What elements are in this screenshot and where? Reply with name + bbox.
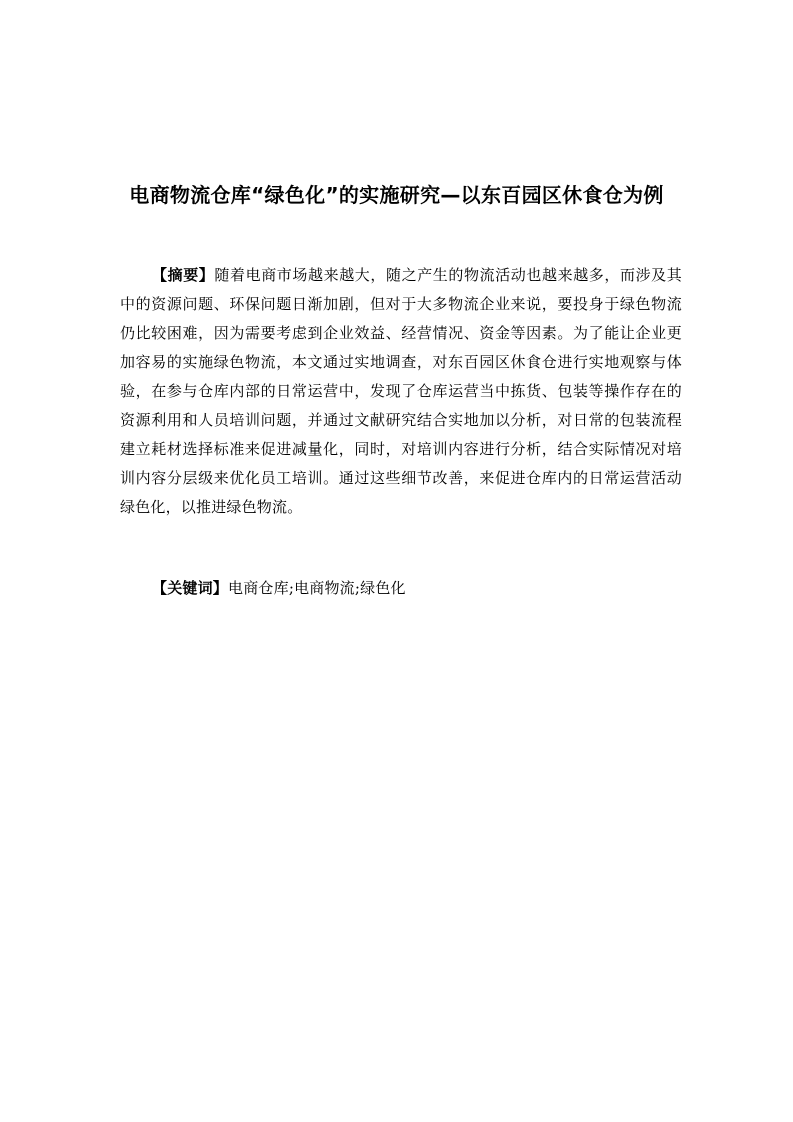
paper-title: 电商物流仓库“绿色化”的实施研究—以东百园区休食仓为例 bbox=[129, 183, 664, 207]
keywords-label: 【关键词】 bbox=[152, 579, 229, 597]
abstract-label: 【摘要】 bbox=[152, 266, 215, 284]
keywords-paragraph bbox=[152, 574, 682, 603]
keywords-text: 电商仓库;电商物流;绿色化 bbox=[228, 579, 406, 597]
abstract-text: 随着电商市场越来越大，随之产生的物流活动也越来越多，而涉及其中的资源问题、环保问题日渐加剧，但对于大多物流企业来说，要投身于绿色物流仍比较困难，因为需要考虑到企业效益、经营情况、资金等因素。为了能让企业更加容易的实施绿色物流，本文通过实地调查，对东百园区休食仓进行实地观察与体验，在参与仓库内部的日常运营中，发现了仓库运营当中拣货、包装等操作存在的资源利用和人员培训问题，并通过文献研究结合实地加以分析，对日常的包装流程建立耗材选择标准来促进减量化，同时，对培训内容进行分析，结合实际情况对培训内容分层级来优化员工培训。通过这些细节改善，来促进仓库内的日常运营活动绿色化，以推进绿色物流。 bbox=[120, 266, 682, 516]
abstract-paragraph bbox=[120, 261, 682, 522]
